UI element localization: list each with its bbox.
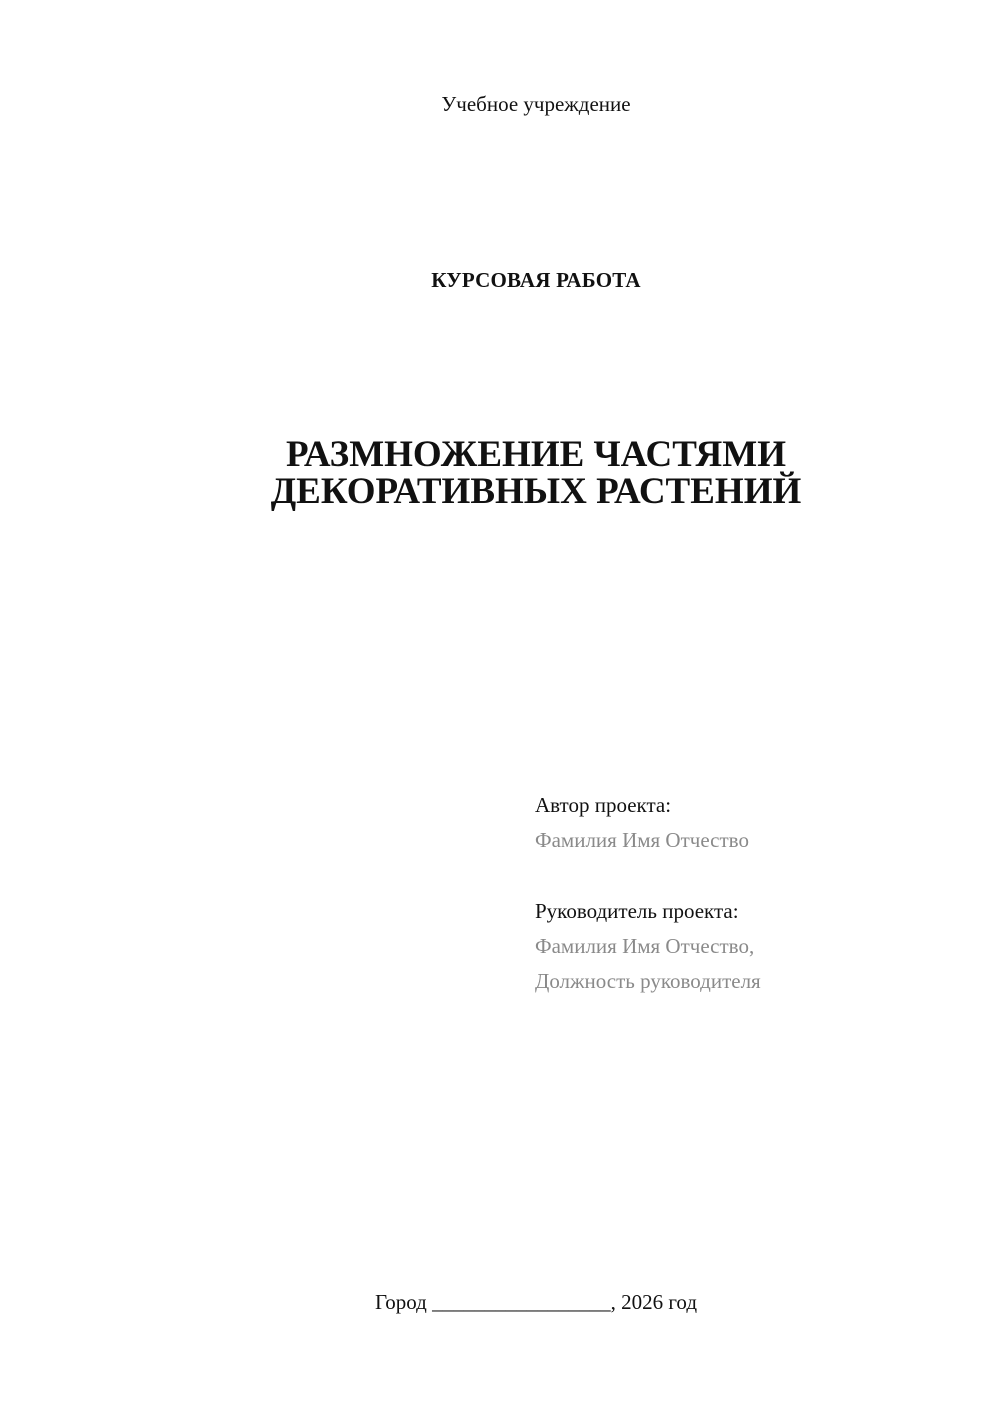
supervisor-label: Руководитель проекта: xyxy=(535,899,739,923)
credits-spacer xyxy=(535,858,975,894)
title-line-1: РАЗМНОЖЕНИЕ ЧАСТЯМИ xyxy=(286,434,786,475)
document-title xyxy=(0,436,1000,510)
document-type: КУРСОВАЯ РАБОТА xyxy=(431,268,641,292)
supervisor-name: Фамилия Имя Отчество, xyxy=(535,934,755,958)
institution-name: Учебное учреждение xyxy=(441,92,631,116)
supervisor-position: Должность руководителя xyxy=(535,969,761,993)
city-year-line: Город _________________, 2026 год xyxy=(374,1290,698,1314)
author-name: Фамилия Имя Отчество xyxy=(535,828,749,852)
credits-block xyxy=(535,788,975,999)
author-label: Автор проекта: xyxy=(535,793,672,817)
title-line-2: ДЕКОРАТИВНЫХ РАСТЕНИЙ xyxy=(270,471,802,512)
